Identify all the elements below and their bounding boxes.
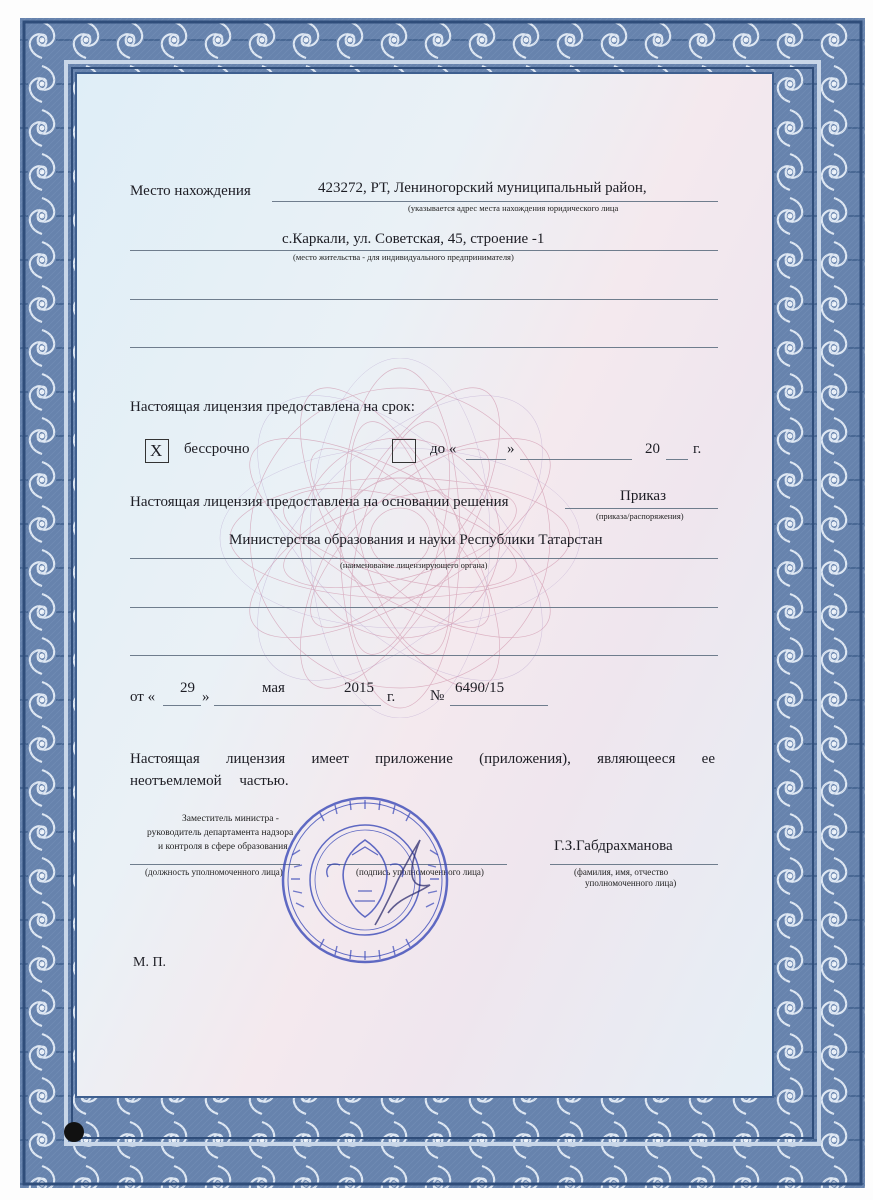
caption-decision: (приказа/распоряжения) (596, 511, 684, 521)
blank-rule-2 (130, 347, 718, 348)
order-month: мая (262, 680, 285, 696)
address-line-1-rule (272, 201, 718, 202)
year-suffix: г. (693, 441, 702, 457)
official-seal-stamp (280, 795, 450, 965)
order-day-rule (163, 705, 201, 706)
caption-authority: (наименование лицензирующего органа) (340, 560, 488, 570)
appendix-line-1: Настоящая лицензия имеет приложение (приложения), являющееся ее (130, 751, 715, 767)
term-heading: Настоящая лицензия предоставлена на срок: (130, 399, 415, 415)
caption-legal-address: (указывается адрес места нахождения юридического лица (408, 203, 619, 213)
year-prefix: 20 (645, 441, 660, 457)
signatory-position-line-1: Заместитель министра - (182, 814, 279, 824)
option-indefinite: бессрочно (184, 441, 250, 457)
name-rule (550, 864, 718, 865)
order-month-rule (214, 705, 381, 706)
address-line-2-rule (130, 250, 718, 251)
blank-rule-4 (130, 655, 718, 656)
indefinite-checkbox (145, 439, 169, 463)
order-year-suffix: г. (387, 689, 396, 705)
seal-place-label: М. П. (133, 955, 167, 970)
location-label: Место нахождения (130, 183, 251, 199)
caption-name-line-2: уполномоченного лица) (585, 878, 677, 888)
order-number-rule (450, 705, 548, 706)
order-number-sign: № (430, 688, 445, 704)
decision-type: Приказ (620, 488, 667, 504)
signatory-position-line-2: руководитель департамента надзора (147, 828, 294, 838)
position-rule (130, 864, 300, 865)
address-line-1: 423272, РТ, Лениногорский муниципальный район, (318, 180, 647, 196)
punch-hole (64, 1122, 84, 1142)
until-date-checkbox (392, 439, 416, 463)
signatory-name: Г.З.Габдрахманова (554, 838, 673, 854)
caption-signature: (подпись уполномоченного лица) (356, 867, 484, 877)
blank-rule-3 (130, 607, 718, 608)
until-month-rule (520, 459, 632, 460)
order-number: 6490/15 (455, 680, 505, 696)
caption-individual-address: (место жительства - для индивидуального предпринимателя) (293, 252, 514, 262)
decision-type-rule (565, 508, 718, 509)
order-year: 2015 (344, 680, 374, 696)
order-from-prefix: от « (130, 689, 156, 705)
until-year-rule (666, 459, 688, 460)
caption-name-line-1: (фамилия, имя, отчество (574, 867, 669, 877)
appendix-line-2: неотъемлемой частью. (130, 773, 289, 789)
option-until-prefix: до « (430, 441, 457, 457)
address-line-2: с.Каркали, ул. Советская, 45, строение -1 (282, 231, 545, 247)
blank-rule-1 (130, 299, 718, 300)
until-day-rule (466, 459, 506, 460)
checkbox-mark: X (150, 441, 163, 460)
authority-rule (130, 558, 718, 559)
option-until-quote: » (507, 441, 515, 457)
licensing-authority: Министерства образования и науки Республики Татарстан (229, 532, 603, 548)
order-day: 29 (180, 680, 195, 696)
order-quote-close: » (202, 689, 210, 705)
caption-position: (должность уполномоченного лица) (145, 867, 283, 877)
signatory-position-line-3: и контроля в сфере образования (158, 842, 288, 852)
basis-heading: Настоящая лицензия предоставлена на основании решения (130, 494, 509, 510)
